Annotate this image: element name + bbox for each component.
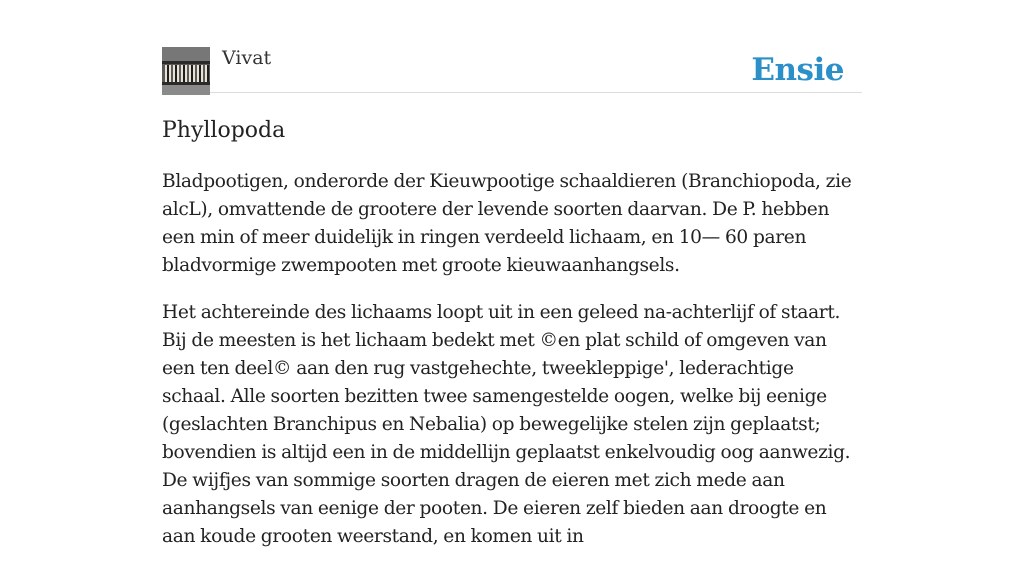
- article-paragraph: Het achtereinde des lichaams loopt uit in een geleed na-achterlijf of staart. Bij de meesten is het lichaam bedekt met ©en plat schild of omgeven van een ten deel© aan den rug vastgehechte, tweekleppige', lederachtige schaal. Alle soorten bezitten twee samengestelde oogen, welke bij eenige (geslachten Branchipus en Nebalia) op bewegelijke stelen zijn geplaatst; bovendien is altijd een in de middellijn geplaatst enkelvoudig oog aanwezig. De wijfjes van sommige soorten dragen de eieren met zich mede aan aanhangsels van eenige der pooten. De eieren zelf bieden aan droogte en aan koude grooten weerstand, en komen uit in: [162, 302, 851, 547]
- avatar[interactable]: [162, 47, 210, 95]
- header: [162, 46, 862, 93]
- article-body: [162, 168, 862, 570]
- page-title: Phyllopoda: [162, 118, 286, 143]
- bookshelf-avatar-icon: [162, 47, 210, 95]
- author-name[interactable]: Vivat: [222, 47, 272, 69]
- brand-logo[interactable]: Ensie: [751, 52, 844, 88]
- article-paragraph: Bladpootigen, onderorde der Kieuwpootige schaaldieren (Branchiopoda, zie alcL), omvattende de grootere der levende soorten daarvan. De P. hebben een min of meer duidelijk in ringen verdeeld lichaam, en 10— 60 paren bladvormige zwempooten met groote kieuwaanhangsels.: [162, 171, 852, 276]
- article-page: [162, 0, 862, 547]
